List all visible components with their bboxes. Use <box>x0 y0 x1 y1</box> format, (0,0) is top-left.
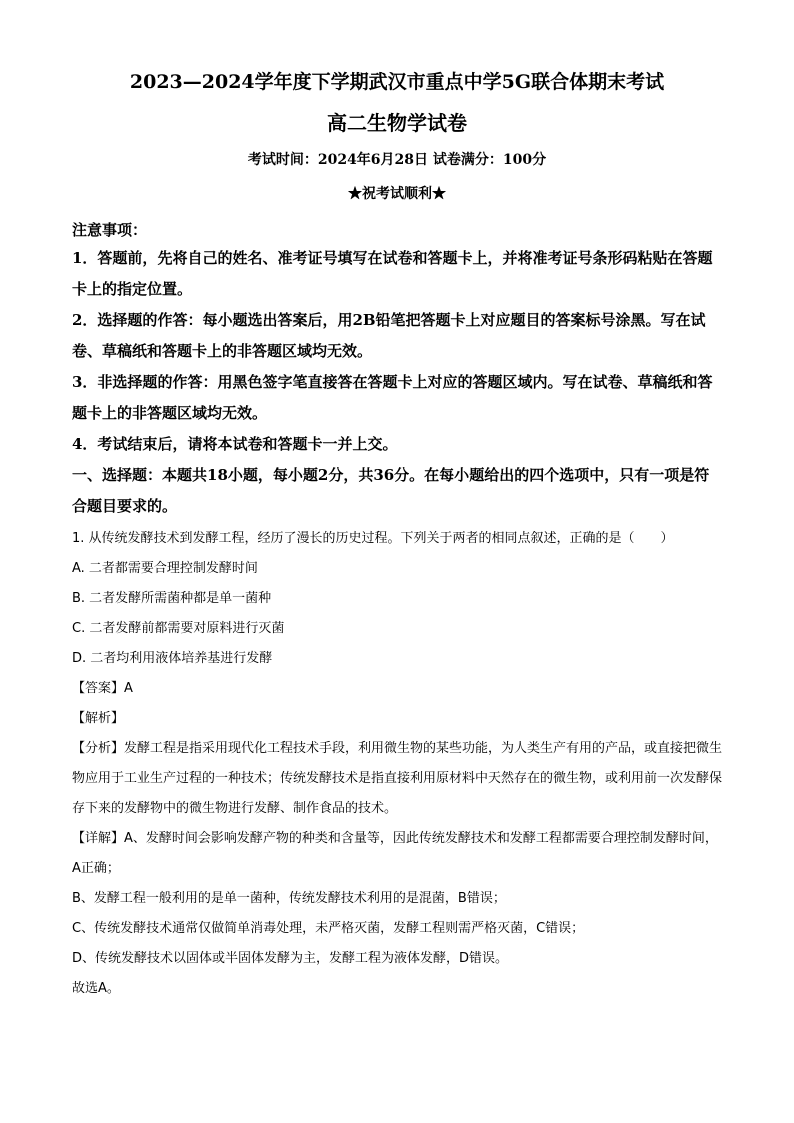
analysis-xiangjie: 【详解】A、发酵时间会影响发酵产物的种类和含量等，因此传统发酵技术和发酵工程都需要合理控制发酵时间，A正确； <box>72 831 718 876</box>
exam-title: 2023—2024学年度下学期武汉市重点中学5G联合体期末考试 <box>129 71 665 93</box>
notice-item-1: 1．答题前，先将自己的姓名、准考证号填写在试卷和答题卡上，并将准考证号条形码粘贴在答题卡上的指定位置。 <box>72 249 713 298</box>
option-d: D. 二者均利用液体培养基进行发酵 <box>72 651 273 666</box>
notice-heading: 注意事项： <box>72 221 148 239</box>
question-stem: 1. 从传统发酵技术到发酵工程，经历了漫长的历史过程。下列关于两者的相同点叙述，正确的是（ ） <box>72 531 674 546</box>
analysis-line-c: C、传统发酵技术通常仅做简单消毒处理，未严格灭菌，发酵工程则需严格灭菌，C错误； <box>72 921 585 936</box>
analysis-line-d: D、传统发酵技术以固体或半固体发酵为主，发酵工程为液体发酵，D错误。 <box>72 951 509 966</box>
analysis-line-b: B、发酵工程一般利用的是单一菌种，传统发酵技术利用的是混菌，B错误； <box>72 891 506 906</box>
exam-info: 考试时间：2024年6月28日 试卷满分：100分 <box>247 152 547 168</box>
notice-item-4: 4．考试结束后，请将本试卷和答题卡一并上交。 <box>72 435 398 453</box>
answer-line: 【答案】A <box>72 681 133 696</box>
notice-item-2: 2．选择题的作答：每小题选出答案后，用2B铅笔把答题卡上对应题目的答案标号涂黑。写在试卷、草稿纸和答题卡上的非答题区域均无效。 <box>72 311 706 360</box>
option-b: B. 二者发酵所需菌种都是单一菌种 <box>72 591 272 606</box>
section-heading: 一、选择题：本题共18小题，每小题2分，共36分。在每小题给出的四个选项中，只有一项是符合题目要求的。 <box>72 466 710 515</box>
analysis-fenxi: 【分析】发酵工程是指采用现代化工程技术手段，利用微生物的某些功能，为人类生产有用的产品，或直接把微生物应用于工业生产过程的一种技术；传统发酵技术是指直接利用原材料中天然存在的微生物，或利用前一次发酵保存下来的发酵物中的微生物进行发酵、制作食品的技术。 <box>72 741 723 816</box>
exam-subtitle: 高二生物学试卷 <box>327 111 467 135</box>
option-a: A. 二者都需要合理控制发酵时间 <box>72 561 258 576</box>
wish-line: ★祝考试顺利★ <box>348 186 446 202</box>
option-c: C. 二者发酵前都需要对原料进行灭菌 <box>72 621 285 636</box>
conclusion-line: 故选A。 <box>72 981 120 996</box>
notice-item-3: 3．非选择题的作答：用黑色签字笔直接答在答题卡上对应的答题区域内。写在试卷、草稿纸和答题卡上的非答题区域均无效。 <box>72 373 713 422</box>
analysis-label: 【解析】 <box>72 711 125 726</box>
